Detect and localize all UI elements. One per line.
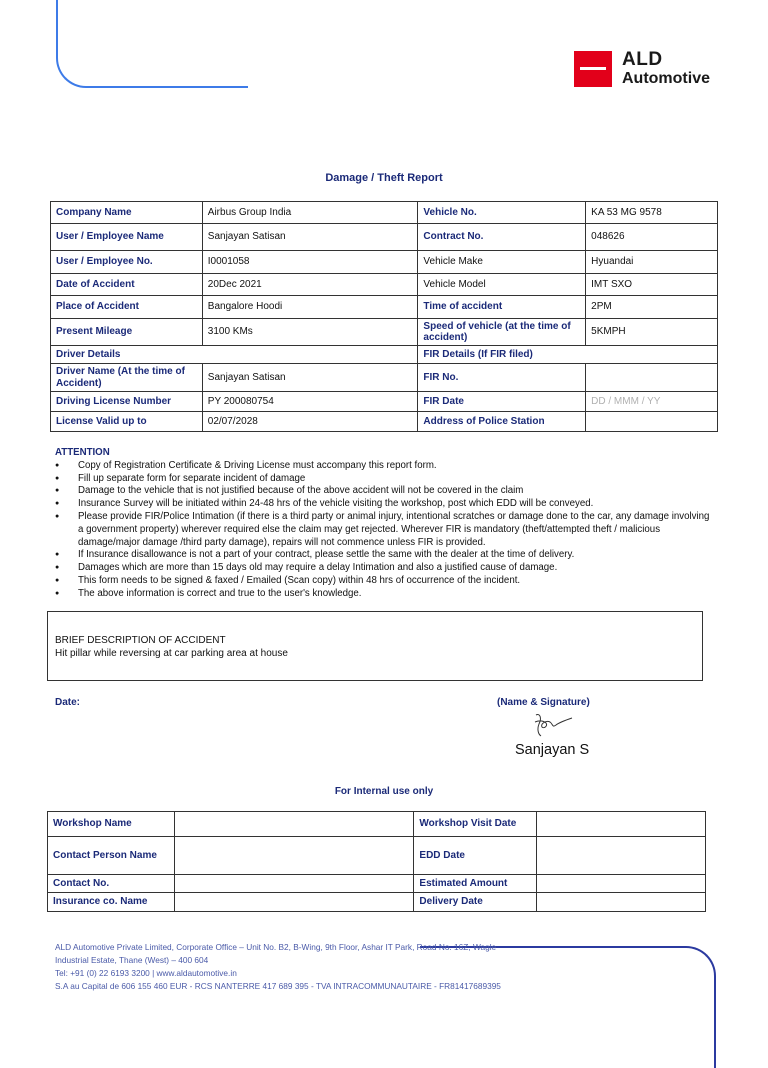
license-valid-value[interactable]: 02/07/2028 xyxy=(202,412,418,432)
footer-address xyxy=(55,941,501,993)
driver-name-value[interactable]: Sanjayan Satisan xyxy=(202,364,418,392)
fir-no-label: FIR No. xyxy=(418,364,586,392)
vehicle-no-label: Vehicle No. xyxy=(418,202,586,224)
fir-date-field[interactable]: DD / MMM / YY xyxy=(586,392,718,412)
attention-list xyxy=(55,460,715,601)
list-item: ● Copy of Registration Certificate & Driving License must accompany this report form. xyxy=(55,460,715,473)
estimated-amount-label: Estimated Amount xyxy=(414,875,537,893)
table-row xyxy=(48,893,706,912)
table-row xyxy=(51,296,718,319)
edd-date-label: EDD Date xyxy=(414,837,537,875)
present-mileage-value[interactable]: 3100 KMs xyxy=(202,319,418,346)
ald-logo xyxy=(574,50,710,87)
workshop-visit-date-field[interactable] xyxy=(537,812,706,837)
description-text: Hit pillar while reversing at car parking area at house xyxy=(55,648,288,659)
fir-details-label: FIR Details (If FIR filed) xyxy=(418,346,718,364)
table-row xyxy=(48,837,706,875)
description-label: BRIEF DESCRIPTION OF ACCIDENT xyxy=(55,635,226,646)
license-valid-label: License Valid up to xyxy=(51,412,203,432)
user-name-value[interactable]: Sanjayan Satisan xyxy=(202,224,418,251)
footer-line: S.A au Capital de 606 155 460 EUR - RCS NANTERRE 417 689 395 - TVA INTRACOMMUNAUTAIRE - FR81417689395 xyxy=(55,981,501,991)
vehicle-model-value[interactable]: IMT SXO xyxy=(586,274,718,296)
delivery-date-label: Delivery Date xyxy=(414,893,537,912)
internal-use-heading: For Internal use only xyxy=(334,786,434,797)
logo-mark-icon xyxy=(574,51,612,87)
present-mileage-label: Present Mileage xyxy=(51,319,203,346)
place-of-accident-label: Place of Accident xyxy=(51,296,203,319)
footer-line: Industrial Estate, Thane (West) – 400 604 xyxy=(55,955,209,965)
vehicle-no-value[interactable]: KA 53 MG 9578 xyxy=(586,202,718,224)
contact-person-label: Contact Person Name xyxy=(48,837,175,875)
police-station-value[interactable] xyxy=(586,412,718,432)
employee-no-value[interactable]: I0001058 xyxy=(202,251,418,274)
table-row xyxy=(51,202,718,224)
vehicle-make-value[interactable]: Hyuandai xyxy=(586,251,718,274)
logo-line-1: ALD xyxy=(622,49,663,70)
license-no-value[interactable]: PY 200080754 xyxy=(202,392,418,412)
vehicle-make-label: Vehicle Make xyxy=(418,251,586,274)
logo-line-2: Automotive xyxy=(622,70,710,87)
signatory-name: Sanjayan S xyxy=(515,742,590,758)
table-row xyxy=(48,812,706,837)
accident-description-box[interactable] xyxy=(47,611,703,681)
signature-label: (Name & Signature) xyxy=(497,697,590,708)
handwritten-signature-icon xyxy=(526,710,574,740)
attention-section xyxy=(55,447,715,601)
time-of-accident-label: Time of accident xyxy=(418,296,586,319)
contract-no-value[interactable]: 048626 xyxy=(586,224,718,251)
footer-line: Tel: +91 (0) 22 6193 3200 | www.aldautomotive.in xyxy=(55,968,237,978)
license-no-label: Driving License Number xyxy=(51,392,203,412)
contact-person-field[interactable] xyxy=(174,837,414,875)
list-item: ● Fill up separate form for separate incident of damage xyxy=(55,473,715,486)
table-row xyxy=(51,224,718,251)
table-row xyxy=(51,346,718,364)
table-row xyxy=(51,392,718,412)
vehicle-details-table xyxy=(50,201,718,432)
delivery-date-field[interactable] xyxy=(537,893,706,912)
time-of-accident-value[interactable]: 2PM xyxy=(586,296,718,319)
internal-use-table xyxy=(47,811,706,912)
table-row xyxy=(48,875,706,893)
date-of-accident-label: Date of Accident xyxy=(51,274,203,296)
contract-no-label: Contract No. xyxy=(418,224,586,251)
decorative-corner-top xyxy=(56,0,248,88)
workshop-name-label: Workshop Name xyxy=(48,812,175,837)
insurance-company-field[interactable] xyxy=(174,893,414,912)
workshop-name-field[interactable] xyxy=(174,812,414,837)
fir-no-value[interactable] xyxy=(586,364,718,392)
driver-name-label: Driver Name (At the time of Accident) xyxy=(51,364,203,392)
list-item: ● The above information is correct and true to the user's knowledge. xyxy=(55,588,715,601)
date-of-accident-value[interactable]: 20Dec 2021 xyxy=(202,274,418,296)
company-name-value[interactable]: Airbus Group India xyxy=(202,202,418,224)
report-title: Damage / Theft Report xyxy=(325,172,443,184)
table-row xyxy=(51,319,718,346)
police-station-label: Address of Police Station xyxy=(418,412,586,432)
table-row xyxy=(51,251,718,274)
speed-label: Speed of vehicle (at the time of accident) xyxy=(418,319,586,346)
date-label: Date: xyxy=(55,697,81,708)
user-name-label: User / Employee Name xyxy=(51,224,203,251)
employee-no-label: User / Employee No. xyxy=(51,251,203,274)
list-item: ● Insurance Survey will be initiated within 24-48 hrs of the vehicle visiting the workshop, post which EDD will be conveyed. xyxy=(55,498,715,511)
list-item: ● Please provide FIR/Police Intimation (if there is a third party or animal injury, intentional scratches or damage done to the car, any damage involving a government property) wherever required else the claim may get rejected. Wherever FIR is mandatory (theft/attempted theft / malicious damage/major damage /third party damage), repairs will not commence unless FIR is provided. xyxy=(55,511,715,549)
contact-no-label: Contact No. xyxy=(48,875,175,893)
list-item: ● This form needs to be signed & faxed / Emailed (Scan copy) within 48 hrs of occurrence of the incident. xyxy=(55,575,715,588)
contact-no-field[interactable] xyxy=(174,875,414,893)
workshop-visit-date-label: Workshop Visit Date xyxy=(414,812,537,837)
company-name-label: Company Name xyxy=(51,202,203,224)
driver-details-label: Driver Details xyxy=(51,346,418,364)
list-item: ● Damage to the vehicle that is not justified because of the above accident will not be covered in the claim xyxy=(55,485,715,498)
table-row xyxy=(51,412,718,432)
fir-date-label: FIR Date xyxy=(418,392,586,412)
list-item: ● Damages which are more than 15 days old may require a delay Intimation and also a justified cause of damage. xyxy=(55,562,715,575)
footer-line: ALD Automotive Private Limited, Corporate Office – Unit No. B2, B-Wing, 9th Floor, Ashar IT Park, Road No. 16Z, Wagle xyxy=(55,942,497,952)
insurance-company-label: Insurance co. Name xyxy=(48,893,175,912)
attention-heading: ATTENTION xyxy=(55,447,110,458)
place-of-accident-value[interactable]: Bangalore Hoodi xyxy=(202,296,418,319)
table-row xyxy=(51,364,718,392)
list-item: ● If Insurance disallowance is not a part of your contract, please settle the same with the dealer at the time of delivery. xyxy=(55,549,715,562)
vehicle-model-label: Vehicle Model xyxy=(418,274,586,296)
edd-date-field[interactable] xyxy=(537,837,706,875)
speed-value[interactable]: 5KMPH xyxy=(586,319,718,346)
estimated-amount-field[interactable] xyxy=(537,875,706,893)
table-row xyxy=(51,274,718,296)
